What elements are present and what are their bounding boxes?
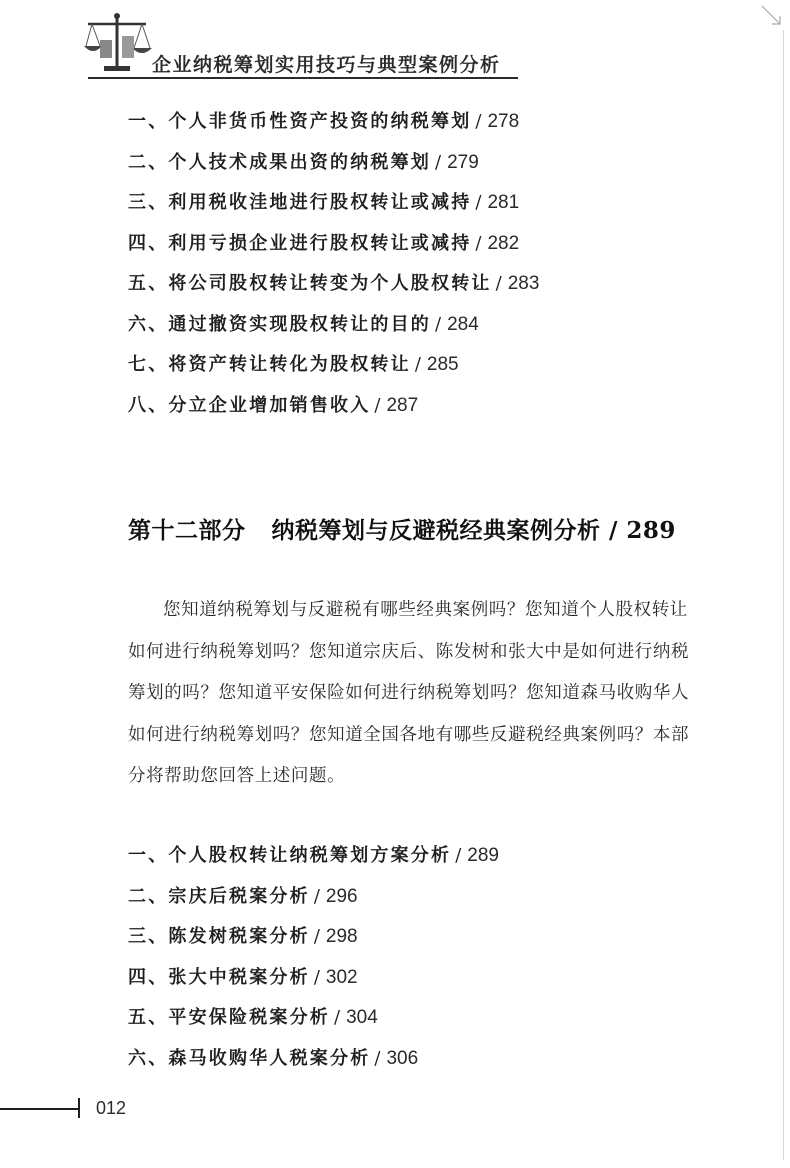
running-header — [82, 10, 522, 80]
toc-item[interactable]: 二、个人技术成果出资的纳税筹划 / 279 — [128, 151, 479, 173]
page-number: 012 — [96, 1098, 127, 1118]
toc-item[interactable]: 三、陈发树税案分析 / 298 — [128, 926, 358, 947]
part-heading[interactable]: 第十二部分 纳税筹划与反避税经典案例分析 / 289 — [128, 517, 676, 544]
toc-item[interactable]: 二、宗庆后税案分析 / 296 — [128, 885, 358, 907]
toc-item-label: 五、将公司股权转让转变为个人股权转让 — [128, 273, 492, 294]
page-edge-line — [783, 30, 784, 1160]
toc-item-page: 298 — [325, 926, 358, 947]
toc-list-bottom — [128, 836, 499, 1079]
part-title: 纳税筹划与反避税经典案例分析 — [271, 517, 601, 544]
toc-item-page: 285 — [426, 354, 459, 375]
toc-item-label: 二、个人技术成果出资的纳税筹划 — [128, 151, 431, 173]
toc-item-label: 四、张大中税案分析 — [128, 966, 310, 988]
footer-tick — [78, 1098, 80, 1118]
toc-item-page: 283 — [507, 273, 540, 294]
toc-item-label: 四、利用亏损企业进行股权转让或减持 — [128, 232, 472, 254]
toc-item[interactable]: 四、利用亏损企业进行股权转让或减持 / 282 — [128, 232, 520, 254]
toc-item[interactable]: 六、通过撤资实现股权转让的目的 / 284 — [128, 313, 479, 335]
toc-item-label: 三、陈发树税案分析 — [128, 926, 310, 947]
toc-item-page: 302 — [325, 966, 358, 988]
toc-item-label: 七、将资产转让转化为股权转让 — [128, 354, 411, 375]
toc-item-page: 289 — [467, 845, 499, 866]
toc-item[interactable]: 一、个人非货币性资产投资的纳税筹划 / 278 — [128, 111, 520, 132]
toc-item[interactable]: 三、利用税收洼地进行股权转让或减持 / 281 — [128, 192, 520, 213]
toc-item-page: 282 — [487, 232, 520, 254]
part-number: 第十二部分 — [128, 517, 246, 544]
toc-item-page: 296 — [325, 885, 358, 907]
toc-item[interactable]: 五、将公司股权转让转变为个人股权转让 / 283 — [128, 273, 540, 294]
toc-item[interactable]: 七、将资产转让转化为股权转让 / 285 — [128, 354, 459, 375]
toc-list-top — [128, 102, 539, 426]
toc-item[interactable]: 八、分立企业增加销售收入 / 287 — [128, 394, 419, 416]
toc-item-label: 八、分立企业增加销售收入 — [128, 394, 371, 416]
toc-item-label: 一、个人股权转让纳税筹划方案分析 — [128, 845, 452, 866]
toc-item-label: 一、个人非货币性资产投资的纳税筹划 — [128, 111, 472, 132]
header-rule — [88, 77, 518, 79]
corner-arrow-icon — [760, 4, 782, 26]
toc-item[interactable]: 五、平安保险税案分析 / 304 — [128, 1007, 378, 1028]
toc-item-label: 五、平安保险税案分析 — [128, 1007, 330, 1028]
toc-item[interactable]: 六、森马收购华人税案分析 / 306 — [128, 1047, 419, 1069]
toc-item-label: 二、宗庆后税案分析 — [128, 885, 310, 907]
toc-item-label: 六、森马收购华人税案分析 — [128, 1047, 371, 1069]
toc-item-page: 287 — [386, 394, 419, 416]
toc-item-page: 304 — [346, 1007, 378, 1028]
toc-item-page: 278 — [487, 111, 520, 132]
toc-item-page: 284 — [447, 313, 479, 335]
toc-item-label: 三、利用税收洼地进行股权转让或减持 — [128, 192, 472, 213]
toc-item[interactable]: 一、个人股权转让纳税筹划方案分析 / 289 — [128, 845, 499, 866]
footer-rule — [0, 1108, 80, 1110]
toc-item-page: 306 — [386, 1047, 419, 1069]
toc-item[interactable]: 四、张大中税案分析 / 302 — [128, 966, 358, 988]
toc-item-label: 六、通过撤资实现股权转让的目的 — [128, 313, 431, 335]
toc-item-page: 281 — [487, 192, 520, 213]
book-title: 企业纳税筹划实用技巧与典型案例分析 — [152, 54, 501, 76]
balance-scale-icon — [82, 10, 152, 76]
part-intro-paragraph: 您知道纳税筹划与反避税有哪些经典案例吗？您知道个人股权转让如何进行纳税筹划吗？您知道宗庆后、陈发树和张大中是如何进行纳税筹划的吗？您知道平安保险如何进行纳税筹划吗？您知道森马收购华人如何进行纳税筹划吗？您知道全国各地有哪些反避税经典案例吗？本部分将帮助您回答上述问题。 — [128, 600, 690, 786]
part-page: 289 — [626, 517, 676, 544]
toc-item-page: 279 — [447, 151, 479, 173]
